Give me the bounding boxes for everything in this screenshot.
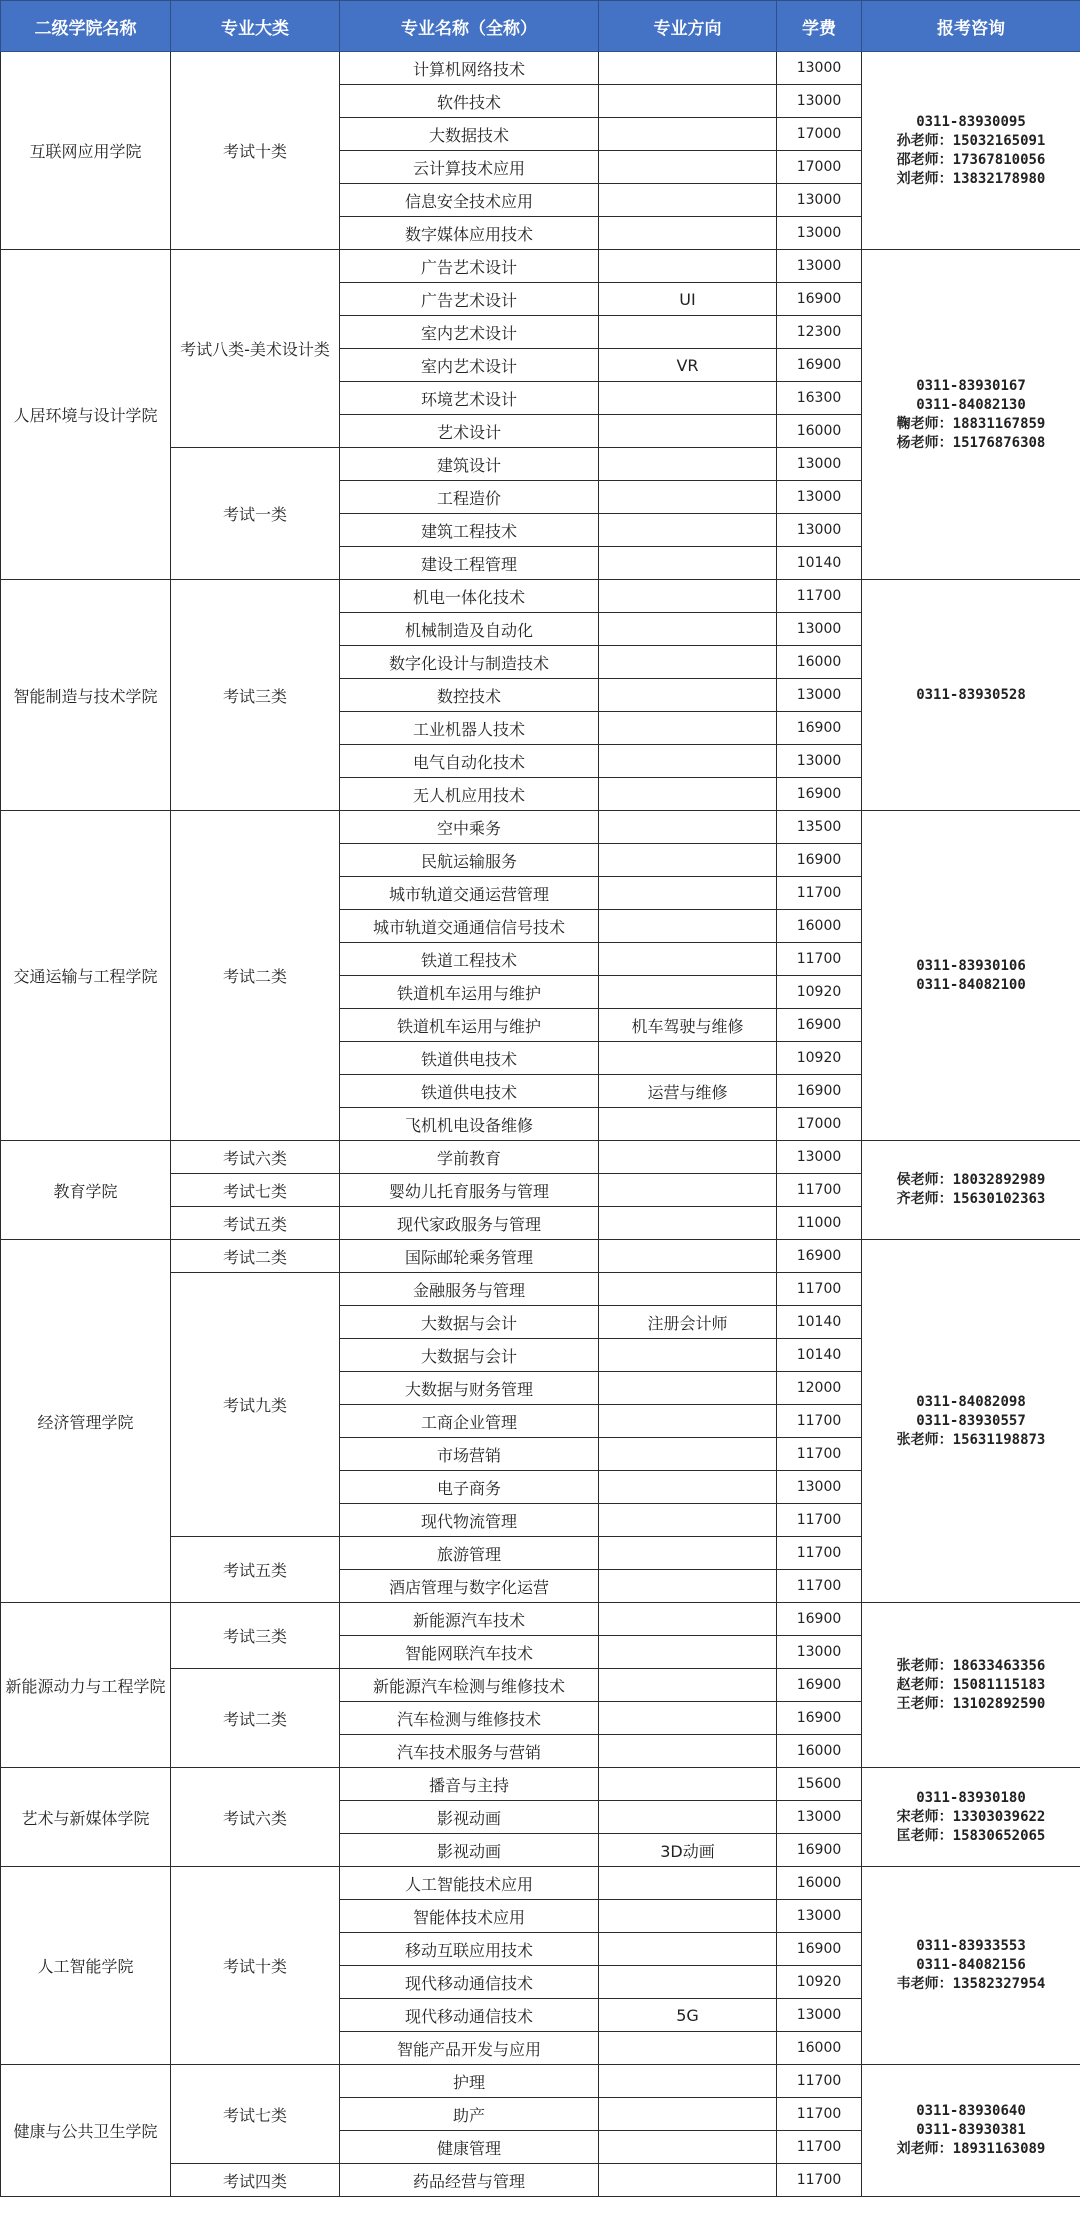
contact-line: 韦老师：13582327954 (896, 1976, 1046, 1992)
tuition-fee-cell: 11000 (777, 1207, 862, 1240)
tuition-fee-cell: 16900 (777, 1669, 862, 1702)
tuition-fee-cell: 11700 (777, 2131, 862, 2164)
major-name-cell: 现代移动通信技术 (340, 1999, 599, 2032)
tuition-fee-cell: 13000 (777, 1471, 862, 1504)
tuition-fee-cell: 10920 (777, 1966, 862, 1999)
contact-cell (862, 1141, 1080, 1240)
table-row (1, 52, 1080, 85)
table-row (1, 811, 1080, 844)
direction-cell (599, 1636, 777, 1669)
tuition-fee-cell: 11700 (777, 2098, 862, 2131)
major-name-cell: 移动互联应用技术 (340, 1933, 599, 1966)
tuition-fee-cell: 13000 (777, 745, 862, 778)
major-name-cell: 智能网联汽车技术 (340, 1636, 599, 1669)
contact-line: 0311-84082098 (916, 1393, 1026, 1410)
direction-cell: UI (599, 283, 777, 316)
major-name-cell: 旅游管理 (340, 1537, 599, 1570)
category-cell: 考试八类-美术设计类 (171, 250, 340, 448)
major-name-cell: 空中乘务 (340, 811, 599, 844)
direction-cell (599, 2065, 777, 2098)
major-name-cell: 艺术设计 (340, 415, 599, 448)
tuition-fee-cell: 13000 (777, 514, 862, 547)
contact-line: 0311-83930557 (916, 1412, 1026, 1429)
major-name-cell: 城市轨道交通运营管理 (340, 877, 599, 910)
tuition-fee-cell: 13000 (777, 1801, 862, 1834)
direction-cell: 运营与维修 (599, 1075, 777, 1108)
major-name-cell: 民航运输服务 (340, 844, 599, 877)
tuition-fee-cell: 10140 (777, 1339, 862, 1372)
tuition-fee-cell: 16900 (777, 712, 862, 745)
major-name-cell: 数字化设计与制造技术 (340, 646, 599, 679)
direction-cell (599, 85, 777, 118)
tuition-fee-cell: 13000 (777, 184, 862, 217)
direction-cell (599, 910, 777, 943)
major-name-cell: 新能源汽车技术 (340, 1603, 599, 1636)
direction-cell (599, 184, 777, 217)
tuition-fee-cell: 11700 (777, 1273, 862, 1306)
direction-cell (599, 1405, 777, 1438)
major-name-cell: 现代家政服务与管理 (340, 1207, 599, 1240)
direction-cell (599, 1504, 777, 1537)
tuition-fee-cell: 17000 (777, 151, 862, 184)
direction-cell (599, 2131, 777, 2164)
direction-cell (599, 1438, 777, 1471)
major-name-cell: 学前教育 (340, 1141, 599, 1174)
direction-cell (599, 415, 777, 448)
college-name-cell: 人工智能学院 (1, 1867, 171, 2065)
direction-cell (599, 1273, 777, 1306)
contact-cell (862, 580, 1080, 811)
contact-line: 赵老师：15081115183 (896, 1676, 1046, 1693)
direction-cell (599, 1603, 777, 1636)
major-name-cell: 影视动画 (340, 1834, 599, 1867)
direction-cell (599, 514, 777, 547)
contact-line: 0311-84082130 (916, 396, 1026, 413)
header-college: 二级学院名称 (1, 1, 171, 52)
major-name-cell: 护理 (340, 2065, 599, 2098)
category-cell: 考试十类 (171, 1867, 340, 2065)
direction-cell (599, 580, 777, 613)
major-name-cell: 建筑设计 (340, 448, 599, 481)
direction-cell (599, 1339, 777, 1372)
header-contact: 报考咨询 (862, 1, 1080, 52)
contact-line: 王老师：13102892590 (896, 1695, 1046, 1712)
direction-cell (599, 712, 777, 745)
direction-cell (599, 844, 777, 877)
tuition-fee-cell: 11700 (777, 580, 862, 613)
tuition-fee-cell: 16900 (777, 1933, 862, 1966)
major-name-cell: 铁道机车运用与维护 (340, 1009, 599, 1042)
tuition-fee-cell: 11700 (777, 1438, 862, 1471)
direction-cell: VR (599, 349, 777, 382)
direction-cell (599, 1867, 777, 1900)
contact-cell (862, 2065, 1080, 2197)
contact-cell (862, 811, 1080, 1141)
major-name-cell: 助产 (340, 2098, 599, 2131)
direction-cell (599, 151, 777, 184)
major-name-cell: 云计算技术应用 (340, 151, 599, 184)
tuition-fee-cell: 13000 (777, 613, 862, 646)
tuition-fee-cell: 16900 (777, 1702, 862, 1735)
major-name-cell: 广告艺术设计 (340, 250, 599, 283)
direction-cell (599, 1768, 777, 1801)
category-cell: 考试二类 (171, 811, 340, 1141)
category-cell: 考试六类 (171, 1141, 340, 1174)
major-name-cell: 铁道供电技术 (340, 1042, 599, 1075)
tuition-fee-cell: 16000 (777, 1735, 862, 1768)
major-name-cell: 大数据与会计 (340, 1306, 599, 1339)
direction-cell (599, 976, 777, 1009)
tuition-fee-cell: 16000 (777, 2032, 862, 2065)
tuition-fee-cell: 13000 (777, 85, 862, 118)
direction-cell (599, 2098, 777, 2131)
contact-line: 0311-83933553 (916, 1938, 1026, 1954)
header-direction: 专业方向 (599, 1, 777, 52)
contact-line: 刘老师：13832178980 (896, 170, 1046, 187)
college-name-cell: 经济管理学院 (1, 1240, 171, 1603)
major-name-cell: 婴幼儿托育服务与管理 (340, 1174, 599, 1207)
major-name-cell: 广告艺术设计 (340, 283, 599, 316)
tuition-fee-cell: 13000 (777, 250, 862, 283)
tuition-fee-cell: 10140 (777, 547, 862, 580)
category-cell: 考试四类 (171, 2164, 340, 2197)
major-name-cell: 机械制造及自动化 (340, 613, 599, 646)
major-name-cell: 城市轨道交通通信信号技术 (340, 910, 599, 943)
major-name-cell: 药品经营与管理 (340, 2164, 599, 2197)
major-name-cell: 大数据技术 (340, 118, 599, 151)
table-row (1, 1867, 1080, 1900)
tuition-fee-cell: 12000 (777, 1372, 862, 1405)
contact-cell (862, 1867, 1080, 2065)
college-name-cell: 教育学院 (1, 1141, 171, 1240)
major-name-cell: 大数据与财务管理 (340, 1372, 599, 1405)
contact-cell (862, 52, 1080, 250)
major-name-cell: 影视动画 (340, 1801, 599, 1834)
major-name-cell: 建设工程管理 (340, 547, 599, 580)
tuition-fee-cell: 16300 (777, 382, 862, 415)
header-row (1, 1, 1080, 52)
tuition-fee-cell: 16000 (777, 910, 862, 943)
tuition-fee-cell: 13500 (777, 811, 862, 844)
contact-line: 0311-83930180 (916, 1789, 1026, 1806)
major-name-cell: 数控技术 (340, 679, 599, 712)
tuition-fee-cell: 12300 (777, 316, 862, 349)
contact-line: 邵老师：17367810056 (896, 151, 1046, 168)
major-name-cell: 大数据与会计 (340, 1339, 599, 1372)
major-name-cell: 信息安全技术应用 (340, 184, 599, 217)
major-name-cell: 铁道机车运用与维护 (340, 976, 599, 1009)
major-name-cell: 现代移动通信技术 (340, 1966, 599, 1999)
major-name-cell: 无人机应用技术 (340, 778, 599, 811)
direction-cell (599, 1537, 777, 1570)
major-name-cell: 室内艺术设计 (340, 316, 599, 349)
direction-cell (599, 745, 777, 778)
direction-cell (599, 2164, 777, 2197)
contact-line: 张老师：18633463356 (896, 1657, 1046, 1674)
major-name-cell: 市场营销 (340, 1438, 599, 1471)
major-name-cell: 智能体技术应用 (340, 1900, 599, 1933)
contact-line: 0311-84082100 (916, 976, 1026, 993)
major-name-cell: 数字媒体应用技术 (340, 217, 599, 250)
college-name-cell: 交通运输与工程学院 (1, 811, 171, 1141)
category-cell: 考试六类 (171, 1768, 340, 1867)
table-row (1, 250, 1080, 283)
major-name-cell: 汽车检测与维修技术 (340, 1702, 599, 1735)
category-cell: 考试七类 (171, 2065, 340, 2164)
tuition-fee-cell: 16900 (777, 349, 862, 382)
direction-cell (599, 118, 777, 151)
college-name-cell: 健康与公共卫生学院 (1, 2065, 171, 2197)
major-name-cell: 工商企业管理 (340, 1405, 599, 1438)
tuition-fee-cell: 13000 (777, 1900, 862, 1933)
tuition-fee-cell: 11700 (777, 1537, 862, 1570)
contact-cell (862, 250, 1080, 580)
major-name-cell: 飞机机电设备维修 (340, 1108, 599, 1141)
tuition-fee-cell: 17000 (777, 1108, 862, 1141)
contact-line: 匡老师：15830652065 (896, 1827, 1046, 1844)
category-cell: 考试七类 (171, 1174, 340, 1207)
direction-cell (599, 877, 777, 910)
tuition-fee-cell: 10140 (777, 1306, 862, 1339)
major-name-cell: 软件技术 (340, 85, 599, 118)
major-name-cell: 机电一体化技术 (340, 580, 599, 613)
contact-line: 0311-83930095 (916, 113, 1026, 130)
major-name-cell: 室内艺术设计 (340, 349, 599, 382)
major-name-cell: 酒店管理与数字化运营 (340, 1570, 599, 1603)
category-cell: 考试九类 (171, 1273, 340, 1537)
college-name-cell: 艺术与新媒体学院 (1, 1768, 171, 1867)
tuition-fee-cell: 13000 (777, 481, 862, 514)
header-fee: 学费 (777, 1, 862, 52)
major-name-cell: 环境艺术设计 (340, 382, 599, 415)
tuition-fee-cell: 16900 (777, 1009, 862, 1042)
header-major: 专业名称（全称） (340, 1, 599, 52)
tuition-fee-cell: 17000 (777, 118, 862, 151)
table-row (1, 1141, 1080, 1174)
tuition-fee-cell: 11700 (777, 943, 862, 976)
major-name-cell: 人工智能技术应用 (340, 1867, 599, 1900)
direction-cell: 5G (599, 1999, 777, 2032)
category-cell: 考试二类 (171, 1240, 340, 1273)
direction-cell (599, 1900, 777, 1933)
table-body (1, 52, 1080, 2197)
table-row (1, 580, 1080, 613)
contact-line: 0311-83930528 (916, 686, 1026, 703)
direction-cell: 机车驾驶与维修 (599, 1009, 777, 1042)
tuition-fee-cell: 11700 (777, 2164, 862, 2197)
direction-cell (599, 1108, 777, 1141)
direction-cell (599, 2032, 777, 2065)
category-cell: 考试一类 (171, 448, 340, 580)
contact-line: 0311-84082156 (916, 1957, 1026, 1973)
direction-cell (599, 1933, 777, 1966)
major-name-cell: 电气自动化技术 (340, 745, 599, 778)
contact-line: 0311-83930640 (916, 2103, 1026, 2119)
direction-cell (599, 1174, 777, 1207)
major-name-cell: 智能产品开发与应用 (340, 2032, 599, 2065)
tuition-fee-cell: 16900 (777, 1075, 862, 1108)
college-name-cell: 智能制造与技术学院 (1, 580, 171, 811)
category-cell: 考试三类 (171, 580, 340, 811)
major-name-cell: 工程造价 (340, 481, 599, 514)
direction-cell (599, 217, 777, 250)
tuition-fee-cell: 13000 (777, 679, 862, 712)
tuition-fee-cell: 16900 (777, 844, 862, 877)
category-cell: 考试三类 (171, 1603, 340, 1669)
major-name-cell: 现代物流管理 (340, 1504, 599, 1537)
direction-cell (599, 382, 777, 415)
tuition-fee-cell: 11700 (777, 1174, 862, 1207)
tuition-fee-cell: 10920 (777, 1042, 862, 1075)
contact-line: 张老师：15631198873 (896, 1431, 1046, 1448)
college-name-cell: 新能源动力与工程学院 (1, 1603, 171, 1768)
tuition-fee-cell: 16000 (777, 415, 862, 448)
direction-cell (599, 481, 777, 514)
direction-cell (599, 943, 777, 976)
direction-cell (599, 646, 777, 679)
tuition-fee-cell: 11700 (777, 1504, 862, 1537)
contact-line: 0311-83930381 (916, 2122, 1026, 2138)
direction-cell (599, 613, 777, 646)
direction-cell (599, 1735, 777, 1768)
tuition-fee-cell: 16000 (777, 1867, 862, 1900)
tuition-fee-cell: 13000 (777, 217, 862, 250)
direction-cell (599, 448, 777, 481)
table-row (1, 1768, 1080, 1801)
direction-cell (599, 1207, 777, 1240)
contact-cell (862, 1240, 1080, 1603)
major-name-cell: 新能源汽车检测与维修技术 (340, 1669, 599, 1702)
direction-cell (599, 1966, 777, 1999)
direction-cell (599, 250, 777, 283)
tuition-fee-cell: 11700 (777, 2065, 862, 2098)
tuition-fee-cell: 13000 (777, 1141, 862, 1174)
tuition-fee-cell: 10920 (777, 976, 862, 1009)
major-name-cell: 工业机器人技术 (340, 712, 599, 745)
major-name-cell: 铁道工程技术 (340, 943, 599, 976)
direction-cell: 注册会计师 (599, 1306, 777, 1339)
direction-cell (599, 778, 777, 811)
tuition-fee-cell: 11700 (777, 1405, 862, 1438)
category-cell: 考试五类 (171, 1537, 340, 1603)
tuition-fee-cell: 11700 (777, 877, 862, 910)
contact-line: 0311-83930106 (916, 957, 1026, 974)
direction-cell (599, 52, 777, 85)
contact-line: 刘老师：18931163089 (896, 2141, 1046, 2157)
major-name-cell: 播音与主持 (340, 1768, 599, 1801)
tuition-fee-cell: 16900 (777, 1834, 862, 1867)
contact-line: 侯老师：18032892989 (896, 1172, 1046, 1188)
contact-line: 鞠老师：18831167859 (896, 415, 1046, 432)
tuition-fee-cell: 15600 (777, 1768, 862, 1801)
major-name-cell: 铁道供电技术 (340, 1075, 599, 1108)
direction-cell (599, 811, 777, 844)
direction-cell: 3D动画 (599, 1834, 777, 1867)
tuition-fee-cell: 13000 (777, 448, 862, 481)
college-name-cell: 互联网应用学院 (1, 52, 171, 250)
tuition-fee-cell: 16900 (777, 778, 862, 811)
category-cell: 考试二类 (171, 1669, 340, 1768)
direction-cell (599, 1471, 777, 1504)
contact-cell (862, 1603, 1080, 1768)
direction-cell (599, 547, 777, 580)
table-header (1, 1, 1080, 52)
major-name-cell: 建筑工程技术 (340, 514, 599, 547)
direction-cell (599, 1042, 777, 1075)
tuition-fee-cell: 11700 (777, 1570, 862, 1603)
major-name-cell: 汽车技术服务与营销 (340, 1735, 599, 1768)
major-name-cell: 电子商务 (340, 1471, 599, 1504)
tuition-fee-cell: 13000 (777, 52, 862, 85)
contact-cell (862, 1768, 1080, 1867)
college-name-cell: 人居环境与设计学院 (1, 250, 171, 580)
major-name-cell: 国际邮轮乘务管理 (340, 1240, 599, 1273)
category-cell: 考试五类 (171, 1207, 340, 1240)
direction-cell (599, 1372, 777, 1405)
category-cell: 考试十类 (171, 52, 340, 250)
contact-line: 宋老师：13303039622 (896, 1808, 1046, 1825)
tuition-fee-cell: 13000 (777, 1636, 862, 1669)
direction-cell (599, 1570, 777, 1603)
tuition-fee-cell: 16000 (777, 646, 862, 679)
direction-cell (599, 1702, 777, 1735)
direction-cell (599, 1141, 777, 1174)
direction-cell (599, 316, 777, 349)
major-name-cell: 健康管理 (340, 2131, 599, 2164)
contact-line: 齐老师：15630102363 (896, 1191, 1046, 1207)
tuition-fee-cell: 16900 (777, 283, 862, 316)
table-row (1, 1603, 1080, 1636)
major-name-cell: 计算机网络技术 (340, 52, 599, 85)
contact-line: 杨老师：15176876308 (896, 434, 1046, 451)
tuition-fee-cell: 13000 (777, 1999, 862, 2032)
header-category: 专业大类 (171, 1, 340, 52)
major-name-cell: 金融服务与管理 (340, 1273, 599, 1306)
direction-cell (599, 679, 777, 712)
table-row (1, 2065, 1080, 2098)
direction-cell (599, 1240, 777, 1273)
direction-cell (599, 1669, 777, 1702)
tuition-fee-cell: 16900 (777, 1603, 862, 1636)
direction-cell (599, 1801, 777, 1834)
contact-line: 0311-83930167 (916, 377, 1026, 394)
table-row (1, 1240, 1080, 1273)
tuition-fee-cell: 16900 (777, 1240, 862, 1273)
contact-line: 孙老师：15032165091 (896, 132, 1046, 149)
